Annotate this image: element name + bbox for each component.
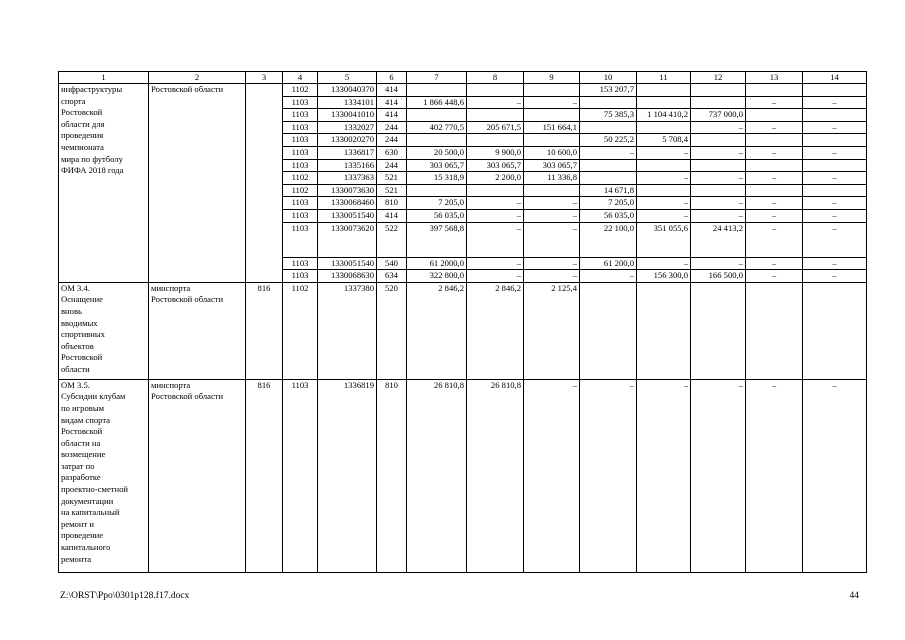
table-cell: – (467, 257, 524, 270)
table-cell: – (803, 197, 867, 210)
table-cell: – (803, 172, 867, 185)
table-cell: 1330041010 (318, 109, 377, 122)
description-line: области (61, 363, 90, 374)
table-cell: 303 065,7 (467, 159, 524, 172)
table-cell: – (803, 121, 867, 134)
table-cell: – (691, 172, 746, 185)
table-cell: 414 (377, 84, 407, 97)
table-cell: – (637, 172, 691, 185)
table-cell: 1332027 (318, 121, 377, 134)
table-cell (803, 282, 867, 379)
table-cell: 414 (377, 96, 407, 109)
grbs-code (246, 84, 283, 283)
table-cell: 1337380 (318, 282, 377, 379)
description-line: объектов (61, 340, 94, 351)
table-cell: – (691, 257, 746, 270)
budget-table (58, 71, 867, 573)
description-line: на капитальный (61, 507, 120, 518)
table-cell: – (746, 209, 803, 222)
description-line: области на (61, 437, 101, 448)
table-cell (580, 282, 637, 379)
description-line: возмещение (61, 449, 106, 460)
table-cell: – (467, 209, 524, 222)
table-cell: 414 (377, 209, 407, 222)
table-cell (524, 184, 580, 197)
table-cell: 166 500,0 (691, 270, 746, 283)
table-cell (803, 109, 867, 122)
table-row (59, 84, 867, 97)
table-cell (637, 96, 691, 109)
table-cell: 56 035,0 (580, 209, 637, 222)
description-line: Оснащение (61, 294, 103, 305)
table-cell: 7 205,0 (407, 197, 467, 210)
table-cell (746, 282, 803, 379)
table-cell: – (746, 222, 803, 257)
table-cell: 244 (377, 134, 407, 147)
description-line: Ростовской (61, 107, 103, 118)
description-line: инфраструктуры (61, 84, 123, 94)
table-cell: 634 (377, 270, 407, 283)
table-cell: 2 125,4 (524, 282, 580, 379)
table-cell: 1103 (283, 379, 318, 572)
column-number: 4 (283, 72, 318, 84)
table-cell: 244 (377, 121, 407, 134)
description-line: разработке (61, 472, 101, 483)
table-cell: 540 (377, 257, 407, 270)
table-cell: 22 100,0 (580, 222, 637, 257)
description-line: документации (61, 495, 114, 506)
table-cell: 1103 (283, 197, 318, 210)
table-cell: – (803, 379, 867, 572)
description-line: ОМ 3.5. (61, 379, 90, 390)
table-cell (580, 172, 637, 185)
table-cell: 1330051540 (318, 209, 377, 222)
table-cell: 1103 (283, 209, 318, 222)
table-cell: 75 385,3 (580, 109, 637, 122)
table-cell: 26 810,8 (407, 379, 467, 572)
table-cell: 1330073630 (318, 184, 377, 197)
table-cell (467, 134, 524, 147)
table-cell: 205 671,5 (467, 121, 524, 134)
table-cell: 810 (377, 197, 407, 210)
table-cell: – (524, 270, 580, 283)
table-cell (746, 159, 803, 172)
description-line: капитального (61, 542, 111, 553)
table-cell (580, 121, 637, 134)
column-number: 14 (803, 72, 867, 84)
table-cell (524, 109, 580, 122)
table-cell (746, 134, 803, 147)
table-cell: – (524, 96, 580, 109)
responsible-executor (149, 282, 246, 379)
table-cell: 1103 (283, 159, 318, 172)
description-line: затрат по (61, 460, 95, 471)
description-line: проведения (61, 130, 104, 141)
table-cell: 1103 (283, 222, 318, 257)
table-cell: – (746, 270, 803, 283)
table-cell: 7 205,0 (580, 197, 637, 210)
column-number: 6 (377, 72, 407, 84)
table-cell (524, 134, 580, 147)
table-cell: – (746, 96, 803, 109)
executor-line: минспорта (151, 379, 191, 390)
table-cell: – (803, 257, 867, 270)
table-cell: – (637, 197, 691, 210)
table-cell: 20 500,0 (407, 146, 467, 159)
table-cell (407, 134, 467, 147)
description-line: спортивных (61, 329, 105, 340)
table-cell: 1330068460 (318, 197, 377, 210)
description-line: ремонт и (61, 518, 94, 529)
table-cell: 1102 (283, 184, 318, 197)
footer-file-path: Z:\ORST\Ppo\0301p128.f17.docx (60, 591, 190, 601)
table-cell (691, 84, 746, 97)
table-cell: 1103 (283, 270, 318, 283)
column-number: 2 (149, 72, 246, 84)
description-line: проведение (61, 530, 104, 541)
table-cell (637, 282, 691, 379)
table-cell: 1103 (283, 134, 318, 147)
table-cell: 1334101 (318, 96, 377, 109)
table-cell: – (803, 270, 867, 283)
column-number: 13 (746, 72, 803, 84)
description-line: спорта (61, 95, 86, 106)
table-cell (803, 184, 867, 197)
table-cell: 61 2000,0 (407, 257, 467, 270)
description-line: Субсидии клубам (61, 391, 126, 402)
executor-line: Ростовской области (151, 294, 224, 305)
table-cell: 26 810,8 (467, 379, 524, 572)
table-cell (691, 282, 746, 379)
table-cell: – (803, 222, 867, 257)
table-cell: – (580, 270, 637, 283)
table-cell: – (803, 146, 867, 159)
table-cell: 322 800,0 (407, 270, 467, 283)
table-cell: 414 (377, 109, 407, 122)
table-cell (746, 109, 803, 122)
table-cell (580, 159, 637, 172)
table-cell (746, 84, 803, 97)
table-cell (691, 134, 746, 147)
table-cell (467, 84, 524, 97)
table-cell: 24 413,2 (691, 222, 746, 257)
description-line: ОМ 3.4. (61, 282, 90, 293)
table-cell: 11 336,8 (524, 172, 580, 185)
table-cell: 15 318,9 (407, 172, 467, 185)
table-cell (407, 84, 467, 97)
table-cell (746, 184, 803, 197)
description-line: Ростовской (61, 426, 103, 437)
table-cell: – (691, 197, 746, 210)
table-cell (637, 121, 691, 134)
table-cell: – (691, 121, 746, 134)
header-row (59, 72, 867, 84)
table-cell: – (467, 222, 524, 257)
footer-page-number: 44 (849, 591, 859, 601)
table-cell (691, 96, 746, 109)
table-cell: 737 000,0 (691, 109, 746, 122)
table-cell: 351 055,6 (637, 222, 691, 257)
table-cell: 1330020270 (318, 134, 377, 147)
table-cell (407, 184, 467, 197)
table-cell (803, 84, 867, 97)
measure-description (59, 379, 149, 572)
table-cell: – (524, 257, 580, 270)
table-cell: 9 900,0 (467, 146, 524, 159)
table-cell: – (580, 146, 637, 159)
table-cell: 810 (377, 379, 407, 572)
table-cell: – (637, 379, 691, 572)
table-cell: 1 866 448,6 (407, 96, 467, 109)
table-cell: 61 200,0 (580, 257, 637, 270)
table-cell: 10 600,0 (524, 146, 580, 159)
description-line: ФИФА 2018 года (61, 165, 124, 176)
table-cell: 1330040370 (318, 84, 377, 97)
table-cell: – (691, 379, 746, 572)
table-cell: – (467, 270, 524, 283)
table-cell: 1103 (283, 121, 318, 134)
column-number: 5 (318, 72, 377, 84)
description-line: проектно-сметной (61, 484, 129, 495)
table-cell: 1336817 (318, 146, 377, 159)
table-cell: 244 (377, 159, 407, 172)
grbs-code: 816 (246, 282, 283, 379)
table-cell (580, 96, 637, 109)
table-cell: – (803, 209, 867, 222)
table-cell: 522 (377, 222, 407, 257)
table-cell (407, 109, 467, 122)
column-number: 10 (580, 72, 637, 84)
table-cell: 303 065,7 (524, 159, 580, 172)
description-line: области для (61, 118, 105, 129)
table-cell (637, 159, 691, 172)
column-number: 8 (467, 72, 524, 84)
table-cell: 1103 (283, 257, 318, 270)
table-cell: 153 207,7 (580, 84, 637, 97)
table-cell (803, 159, 867, 172)
table-cell: 1337363 (318, 172, 377, 185)
table-cell: – (524, 197, 580, 210)
table-cell: – (637, 257, 691, 270)
table-cell: – (467, 197, 524, 210)
table-cell: – (637, 209, 691, 222)
table-cell: 520 (377, 282, 407, 379)
table-cell: 1102 (283, 172, 318, 185)
description-line: мира по футболу (61, 153, 123, 164)
table-cell: 2 846,2 (467, 282, 524, 379)
table-cell: 1330051540 (318, 257, 377, 270)
table-cell: – (803, 96, 867, 109)
table-cell: 1330073620 (318, 222, 377, 257)
responsible-executor (149, 379, 246, 572)
table-cell: – (691, 146, 746, 159)
table-cell: – (746, 146, 803, 159)
description-line: ремонта (61, 553, 92, 564)
table-row (59, 282, 867, 379)
table-row (59, 379, 867, 572)
table-cell: 521 (377, 184, 407, 197)
table-cell: – (746, 379, 803, 572)
table-cell (637, 84, 691, 97)
executor-line: Ростовской области (151, 391, 224, 402)
table-cell: – (746, 121, 803, 134)
column-number: 11 (637, 72, 691, 84)
table-cell: 2 846,2 (407, 282, 467, 379)
table-cell (524, 84, 580, 97)
responsible-executor: Ростовской области (149, 84, 246, 283)
table-cell: 1330068630 (318, 270, 377, 283)
measure-description (59, 282, 149, 379)
table-cell: – (746, 197, 803, 210)
column-number: 7 (407, 72, 467, 84)
description-line: вновь (61, 305, 82, 316)
measure-description (59, 84, 149, 283)
table-cell: 14 671,8 (580, 184, 637, 197)
table-cell: – (691, 209, 746, 222)
table-cell: – (637, 146, 691, 159)
table-cell: 1103 (283, 109, 318, 122)
table-cell (467, 184, 524, 197)
column-number: 9 (524, 72, 580, 84)
description-line: вводимых (61, 317, 98, 328)
table-cell: 1336819 (318, 379, 377, 572)
description-line: Ростовской (61, 352, 103, 363)
table-cell (637, 184, 691, 197)
table-cell: – (524, 379, 580, 572)
description-line: видам спорта (61, 414, 110, 425)
table-cell: 1102 (283, 282, 318, 379)
grbs-code: 816 (246, 379, 283, 572)
table-cell: – (746, 257, 803, 270)
table-cell (691, 184, 746, 197)
table-cell: 151 664,1 (524, 121, 580, 134)
table-cell: 521 (377, 172, 407, 185)
table-cell: 1 104 410,2 (637, 109, 691, 122)
table-cell (803, 134, 867, 147)
table-cell: 402 770,5 (407, 121, 467, 134)
column-number: 1 (59, 72, 149, 84)
table-cell: 630 (377, 146, 407, 159)
column-number: 3 (246, 72, 283, 84)
table-cell: – (524, 222, 580, 257)
table-cell: 1103 (283, 146, 318, 159)
table-cell: – (467, 96, 524, 109)
table-cell: 156 300,0 (637, 270, 691, 283)
table-cell: 303 065,7 (407, 159, 467, 172)
table-cell: 1103 (283, 96, 318, 109)
column-number: 12 (691, 72, 746, 84)
description-line: чемпионата (61, 141, 104, 152)
table-cell (691, 159, 746, 172)
table-cell: 5 708,4 (637, 134, 691, 147)
table-cell: – (580, 379, 637, 572)
table-cell: 56 035,0 (407, 209, 467, 222)
table-cell: 1102 (283, 84, 318, 97)
description-line: по игровым (61, 402, 105, 413)
table-cell (467, 109, 524, 122)
table-cell: 50 225,2 (580, 134, 637, 147)
executor-line: минспорта (151, 282, 191, 293)
table-cell: 2 200,0 (467, 172, 524, 185)
table-cell: – (524, 209, 580, 222)
table-cell: 1335166 (318, 159, 377, 172)
table-cell: – (746, 172, 803, 185)
table-cell: 397 568,8 (407, 222, 467, 257)
